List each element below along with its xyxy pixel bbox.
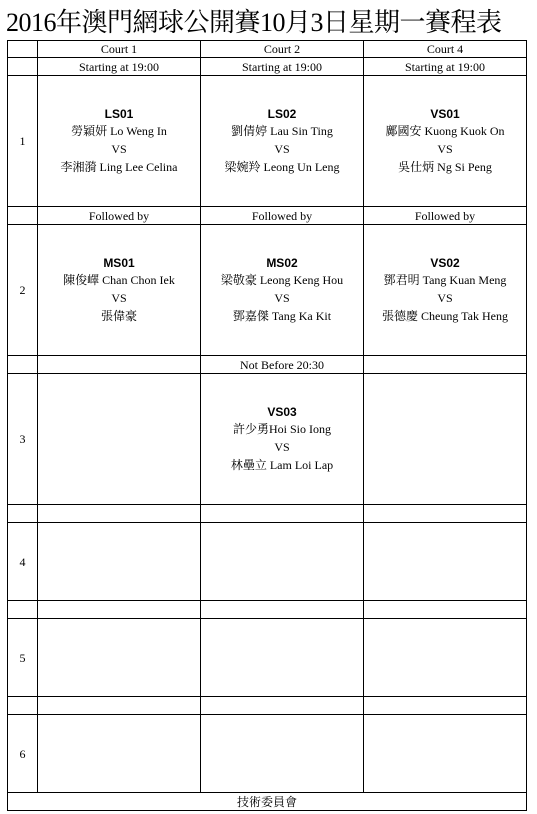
- match-block: [201, 404, 363, 474]
- player-two: 張德慶 Cheung Tak Heng: [382, 309, 508, 323]
- court-header-row: [8, 41, 527, 58]
- slot-header-num-cell: [8, 601, 38, 619]
- schedule-title: 2016年澳門網球公開賽10月3日星期一賽程表: [6, 8, 502, 37]
- slot-note: [201, 601, 364, 619]
- match-row: [8, 76, 527, 207]
- slot-number: 4: [8, 523, 38, 601]
- match-cell: [201, 225, 364, 356]
- slot-header-row: [8, 207, 527, 225]
- player-one: 梁敬豪 Leong Keng Hou: [220, 273, 344, 287]
- slot-header-row: [8, 697, 527, 715]
- court-1-start: Starting at 19:00: [38, 58, 201, 76]
- match-cell: [364, 715, 527, 793]
- match-row: [8, 523, 527, 601]
- match-code: LS02: [267, 107, 297, 121]
- match-cell: [364, 374, 527, 505]
- slot-header-num-cell: [8, 356, 38, 374]
- corner-cell: [8, 41, 38, 58]
- match-block: [38, 106, 200, 176]
- versus-label: VS: [437, 291, 453, 305]
- match-cell: [201, 619, 364, 697]
- slot-note: [38, 505, 201, 523]
- match-cell: [201, 76, 364, 207]
- slot-header-num-cell: [8, 207, 38, 225]
- slot-note: [364, 505, 527, 523]
- slot-header-num-cell: [8, 697, 38, 715]
- versus-label: VS: [274, 440, 290, 454]
- match-block: [364, 106, 526, 176]
- court-4-start: Starting at 19:00: [364, 58, 527, 76]
- player-two: 張偉豪: [100, 309, 137, 323]
- match-code: VS01: [430, 107, 460, 121]
- match-cell: [38, 715, 201, 793]
- corner-cell: [8, 58, 38, 76]
- match-code: MS02: [266, 256, 298, 270]
- match-cell: [201, 374, 364, 505]
- match-cell: [38, 374, 201, 505]
- match-cell: [38, 523, 201, 601]
- player-one: 許少勇Hoi Sio Iong: [232, 422, 331, 436]
- match-block: [201, 106, 363, 176]
- schedule-table: [7, 40, 527, 811]
- match-cell: [364, 523, 527, 601]
- slot-number: 2: [8, 225, 38, 356]
- slot-note: [38, 697, 201, 715]
- versus-label: VS: [111, 142, 127, 156]
- match-row: [8, 619, 527, 697]
- player-one: 陳俊嶧 Chan Chon Iek: [63, 273, 175, 287]
- match-block: [364, 255, 526, 325]
- slot-number: 1: [8, 76, 38, 207]
- slot-header-row: [8, 601, 527, 619]
- match-block: [201, 255, 363, 325]
- match-code: VS03: [267, 405, 297, 419]
- court-4-header: Court 4: [364, 41, 527, 58]
- player-one: 鄺國安 Kuong Kuok On: [385, 124, 505, 138]
- slot-number: 5: [8, 619, 38, 697]
- player-two: 李湘漪 Ling Lee Celina: [60, 160, 178, 174]
- slot-note: [364, 601, 527, 619]
- player-two: 鄧嘉傑 Tang Ka Kit: [232, 309, 332, 323]
- slot-note: Followed by: [38, 207, 201, 225]
- slot-number: 3: [8, 374, 38, 505]
- court-2-start: Starting at 19:00: [201, 58, 364, 76]
- match-block: [38, 255, 200, 325]
- player-one: 劉倩婷 Lau Sin Ting: [231, 124, 333, 138]
- match-cell: [364, 76, 527, 207]
- slot-note: Followed by: [201, 207, 364, 225]
- slot-note: [201, 697, 364, 715]
- player-two: 吳仕炳 Ng Si Peng: [398, 160, 492, 174]
- match-row: [8, 715, 527, 793]
- footer-row: [8, 793, 527, 811]
- match-code: LS01: [104, 107, 134, 121]
- slot-number: 6: [8, 715, 38, 793]
- slot-note: [38, 601, 201, 619]
- match-cell: [38, 619, 201, 697]
- player-two: 梁婉羚 Leong Un Leng: [224, 160, 340, 174]
- player-one: 勞穎妍 Lo Weng In: [71, 124, 167, 138]
- slot-note: [364, 697, 527, 715]
- match-cell: [201, 523, 364, 601]
- technical-committee-signature: 技術委員會: [8, 793, 527, 811]
- court-2-header: Court 2: [201, 41, 364, 58]
- match-cell: [364, 225, 527, 356]
- match-cell: [38, 76, 201, 207]
- slot-note: [38, 356, 201, 374]
- slot-header-num-cell: [8, 505, 38, 523]
- player-one: 鄧君明 Tang Kuan Meng: [383, 273, 507, 287]
- match-code: MS01: [103, 256, 135, 270]
- match-row: [8, 374, 527, 505]
- match-code: VS02: [430, 256, 460, 270]
- match-row: [8, 225, 527, 356]
- slot-note: [201, 505, 364, 523]
- match-cell: [364, 619, 527, 697]
- match-cell: [201, 715, 364, 793]
- match-cell: [38, 225, 201, 356]
- versus-label: VS: [274, 142, 290, 156]
- versus-label: VS: [111, 291, 127, 305]
- slot-note: Followed by: [364, 207, 527, 225]
- versus-label: VS: [274, 291, 290, 305]
- slot-header-row: [8, 505, 527, 523]
- player-two: 林壘立 Lam Loi Lap: [230, 458, 334, 472]
- slot-note: Not Before 20:30: [201, 356, 364, 374]
- slot-note: [364, 356, 527, 374]
- slot-header-row: [8, 356, 527, 374]
- versus-label: VS: [437, 142, 453, 156]
- start-time-row: [8, 58, 527, 76]
- court-1-header: Court 1: [38, 41, 201, 58]
